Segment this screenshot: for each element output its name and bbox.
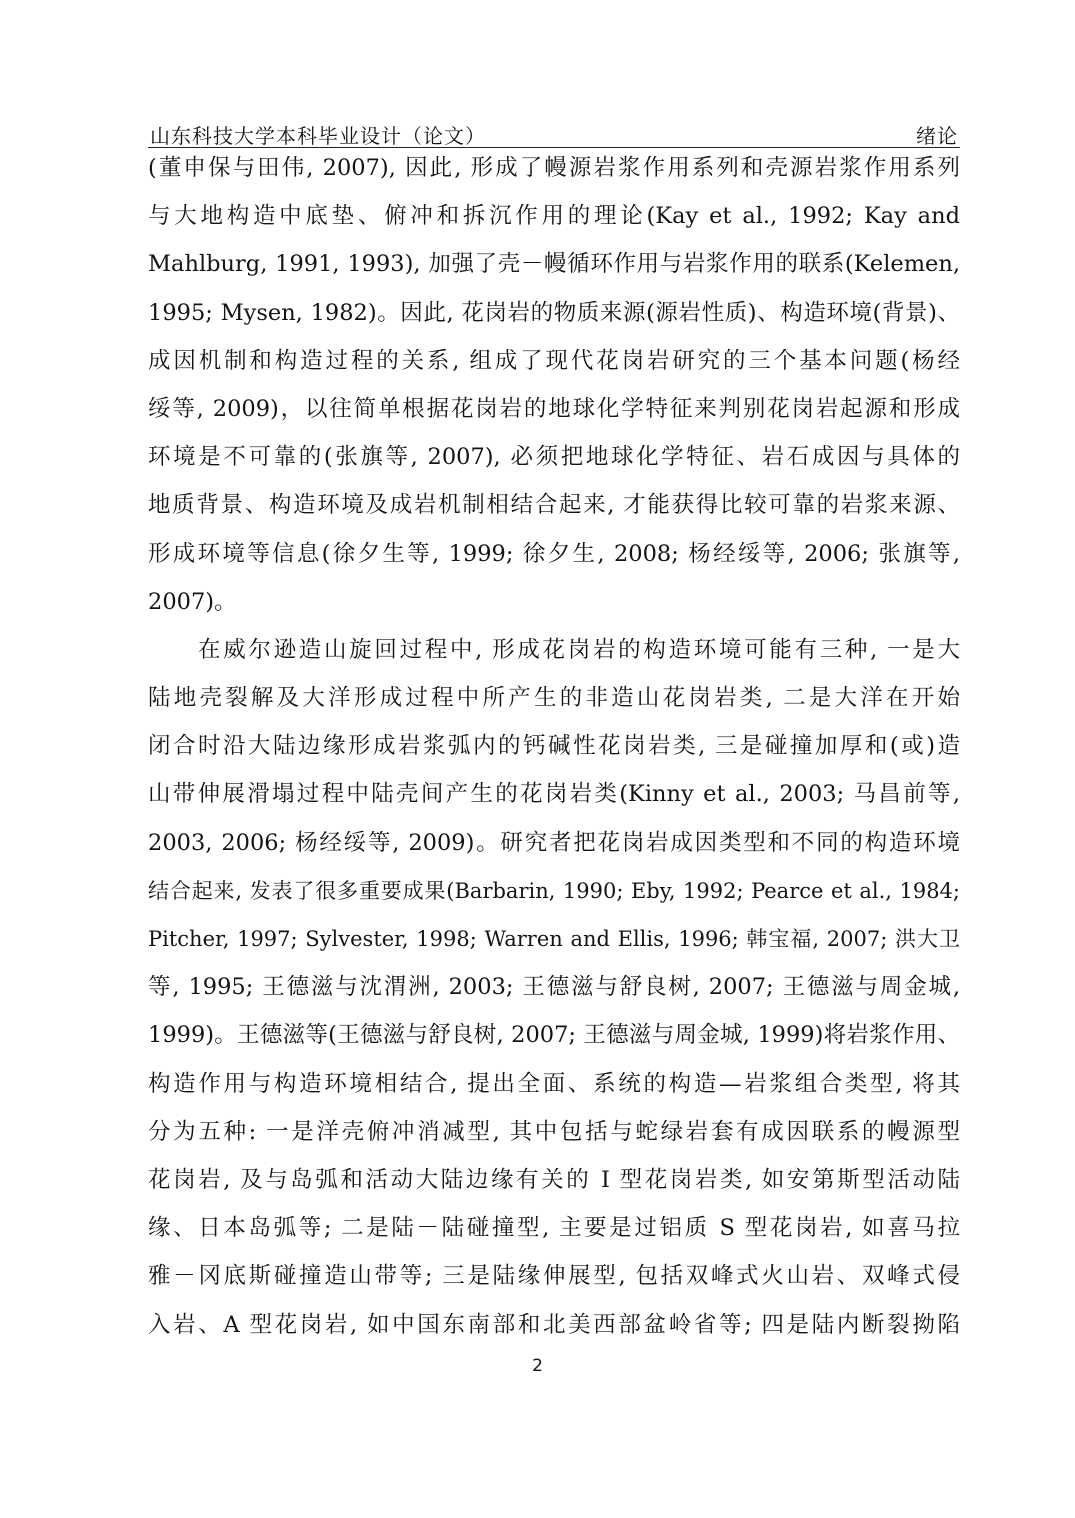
header-title: 山东科技大学本科毕业设计（论文）	[150, 124, 486, 148]
text-line: 入岩、A 型花岗岩, 如中国东南部和北美西部盆岭省等; 四是陆内断裂拗陷	[148, 1311, 960, 1338]
text-line: 结合起来, 发表了很多重要成果(Barbarin, 1990; Eby, 1992; Pearce et al., 1984;	[148, 878, 960, 903]
text-line: Mahlburg, 1991, 1993), 加强了壳－幔循环作用与岩浆作用的联系(Kelemen,	[148, 251, 960, 278]
running-header	[148, 117, 960, 148]
text-line: 缘、日本岛弧等; 二是陆－陆碰撞型, 主要是过铝质 S 型花岗岩, 如喜马拉	[148, 1215, 960, 1242]
text-line: 闭合时沿大陆边缘形成岩浆弧内的钙碱性花岗岩类, 三是碰撞加厚和(或)造	[148, 733, 960, 760]
paragraph-1	[148, 150, 960, 632]
text-line: Pitcher, 1997; Sylvester, 1998; Warren and Ellis, 1996; 韩宝福, 2007; 洪大卫	[148, 927, 960, 951]
text-line: 山带伸展滑塌过程中陆壳间产生的花岗岩类(Kinny et al., 2003; 马昌前等,	[148, 781, 960, 808]
text-line: 雅－冈底斯碰撞造山带等; 三是陆缘伸展型, 包括双峰式火山岩、双峰式侵	[148, 1263, 960, 1290]
text-line: 与大地构造中底垫、俯冲和拆沉作用的理论(Kay et al., 1992; Kay and	[148, 203, 960, 230]
text-line: 形成环境等信息(徐夕生等, 1999; 徐夕生, 2008; 杨经绥等, 2006; 张旗等,	[148, 540, 960, 567]
text-line: 陆地壳裂解及大洋形成过程中所产生的非造山花岗岩类, 二是大洋在开始	[148, 685, 960, 712]
text-line: 花岗岩, 及与岛弧和活动大陆边缘有关的 I 型花岗岩类, 如安第斯型活动陆	[148, 1166, 960, 1193]
header-chapter: 绪论	[916, 124, 958, 148]
text-line: 分为五种: 一是洋壳俯冲消减型, 其中包括与蛇绿岩套有成因联系的幔源型	[148, 1118, 960, 1145]
text-line: (董申保与田伟, 2007), 因此, 形成了幔源岩浆作用系列和壳源岩浆作用系列	[148, 155, 960, 181]
paragraph-2	[148, 632, 960, 1355]
text-line: 1999)。王德滋等(王德滋与舒良树, 2007; 王德滋与周金城, 1999)将岩浆作用、	[148, 1022, 960, 1049]
text-line: 1995; Mysen, 1982)。因此, 花岗岩的物质来源(源岩性质)、构造环境(背景)、	[148, 299, 960, 326]
text-line: 地质背景、构造环境及成岩机制相结合起来, 才能获得比较可靠的岩浆来源、	[148, 492, 960, 519]
text-line: 成因机制和构造过程的关系, 组成了现代花岗岩研究的三个基本问题(杨经	[148, 347, 960, 374]
text-line: 2007)。	[148, 588, 237, 615]
text-line: 等, 1995; 王德滋与沈渭洲, 2003; 王德滋与舒良树, 2007; 王德滋与周金城,	[148, 974, 960, 1001]
text-line: 2003, 2006; 杨经绥等, 2009)。研究者把花岗岩成因类型和不同的构造环境	[148, 829, 960, 856]
text-line: 环境是不可靠的(张旗等, 2007), 必须把地球化学特征、岩石成因与具体的	[148, 444, 960, 471]
text-line: 在威尔逊造山旋回过程中, 形成花岗岩的构造环境可能有三种, 一是大	[198, 636, 960, 663]
body-text	[148, 150, 960, 1355]
text-line: 构造作用与构造环境相结合, 提出全面、系统的构造—岩浆组合类型, 将其	[148, 1070, 960, 1097]
page-number: 2	[532, 1356, 543, 1376]
text-line: 绥等, 2009)，以往简单根据花岗岩的地球化学特征来判别花岗岩起源和形成	[148, 395, 960, 422]
